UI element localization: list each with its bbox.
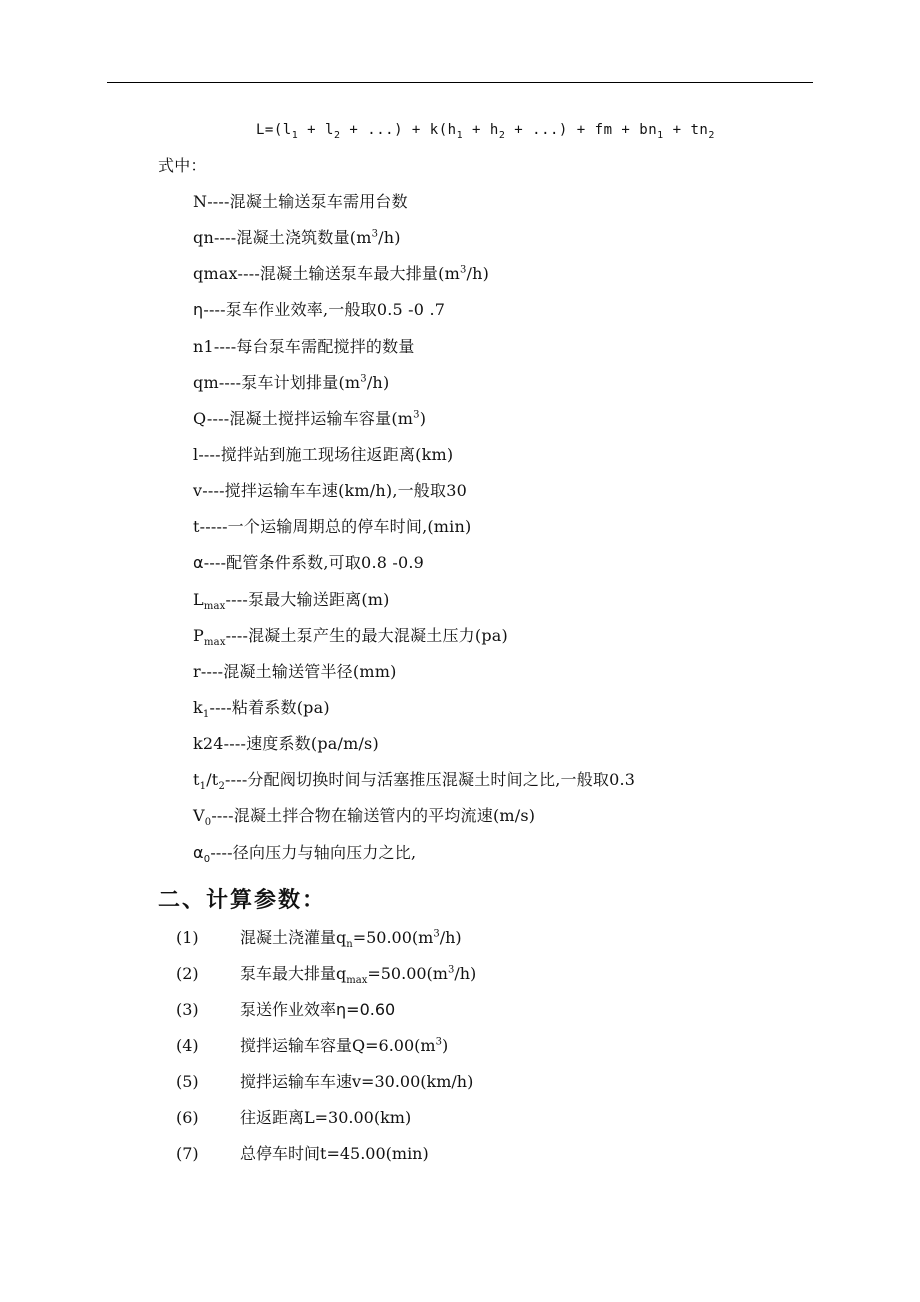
def-item: r----混凝土输送管半径(mm): [193, 662, 397, 681]
param-text: 泵车最大排量$q_{max}=50.00(m^3/h)$: [240, 964, 477, 987]
def-item: $L_{max}----$泵最大输送距离(m): [193, 590, 390, 613]
param-text: 搅拌运输车车速v=30.00(km/h): [240, 1072, 474, 1091]
param-number: (4): [176, 1036, 199, 1055]
def-item: $P_{max}----$混凝土泵产生的最大混凝土压力(pa): [193, 626, 508, 649]
def-item: n1----每台泵车需配搅拌的数量: [193, 337, 415, 356]
def-item: Q----混凝土搅拌运输车容量$(m^3)$: [193, 409, 427, 428]
param-text: 泵送作业效率η=0.60: [240, 1000, 396, 1019]
param-number: (2): [176, 964, 199, 983]
def-item: $k_1----$粘着系数(pa): [193, 698, 330, 721]
def-item: $V_0----$混凝土拌合物在输送管内的平均流速(m/s): [193, 806, 536, 829]
header-rule: [107, 82, 813, 83]
param-number: (3): [176, 1000, 199, 1019]
def-item: l----搅拌站到施工现场往返距离(km): [193, 445, 454, 464]
param-number: (7): [176, 1144, 199, 1163]
param-number: (6): [176, 1108, 199, 1127]
def-item: v----搅拌运输车车速(km/h),一般取30: [193, 481, 467, 500]
section-heading: 二、计算参数：: [158, 888, 327, 913]
param-text: 搅拌运输车容量$Q=6.00(m^3)$: [240, 1036, 449, 1055]
param-number: (5): [176, 1072, 199, 1091]
def-item: qm----泵车计划排量$(m^3/h)$: [193, 373, 390, 392]
def-item: t-----一个运输周期总的停车时间,(min): [193, 517, 472, 536]
def-item: N----混凝土输送泵车需用台数: [193, 192, 408, 211]
def-item: η----泵车作业效率,一般取0.5 -0 .7: [193, 300, 446, 319]
def-item: $t_1/t_2----$分配阀切换时间与活塞推压混凝土时间之比,一般取0.3: [193, 770, 636, 793]
def-item: k24----速度系数(pa/m/s): [193, 734, 379, 753]
param-text: 往返距离L=30.00(km): [240, 1108, 412, 1127]
param-text: 总停车时间t=45.00(min): [240, 1144, 429, 1163]
def-item: α----配管条件系数,可取0.8 -0.9: [193, 553, 425, 572]
def-item: qmax----混凝土输送泵车最大排量$(m^3/h)$: [193, 264, 490, 283]
formula-line: $L=(l_1 + l_2$ + ...) + $k(h_1 + h_2$ + ...) + fm + $bn_1 + tn_2$: [256, 122, 715, 141]
param-text: 混凝土浇灌量$q_n=50.00(m^3/h)$: [240, 928, 462, 951]
def-item: qn----混凝土浇筑数量$(m^3/h)$: [193, 228, 401, 247]
def-item: $\alpha_0----$径向压力与轴向压力之比,: [193, 843, 417, 866]
where-label: 式中：: [158, 156, 207, 175]
param-number: (1): [176, 928, 199, 947]
